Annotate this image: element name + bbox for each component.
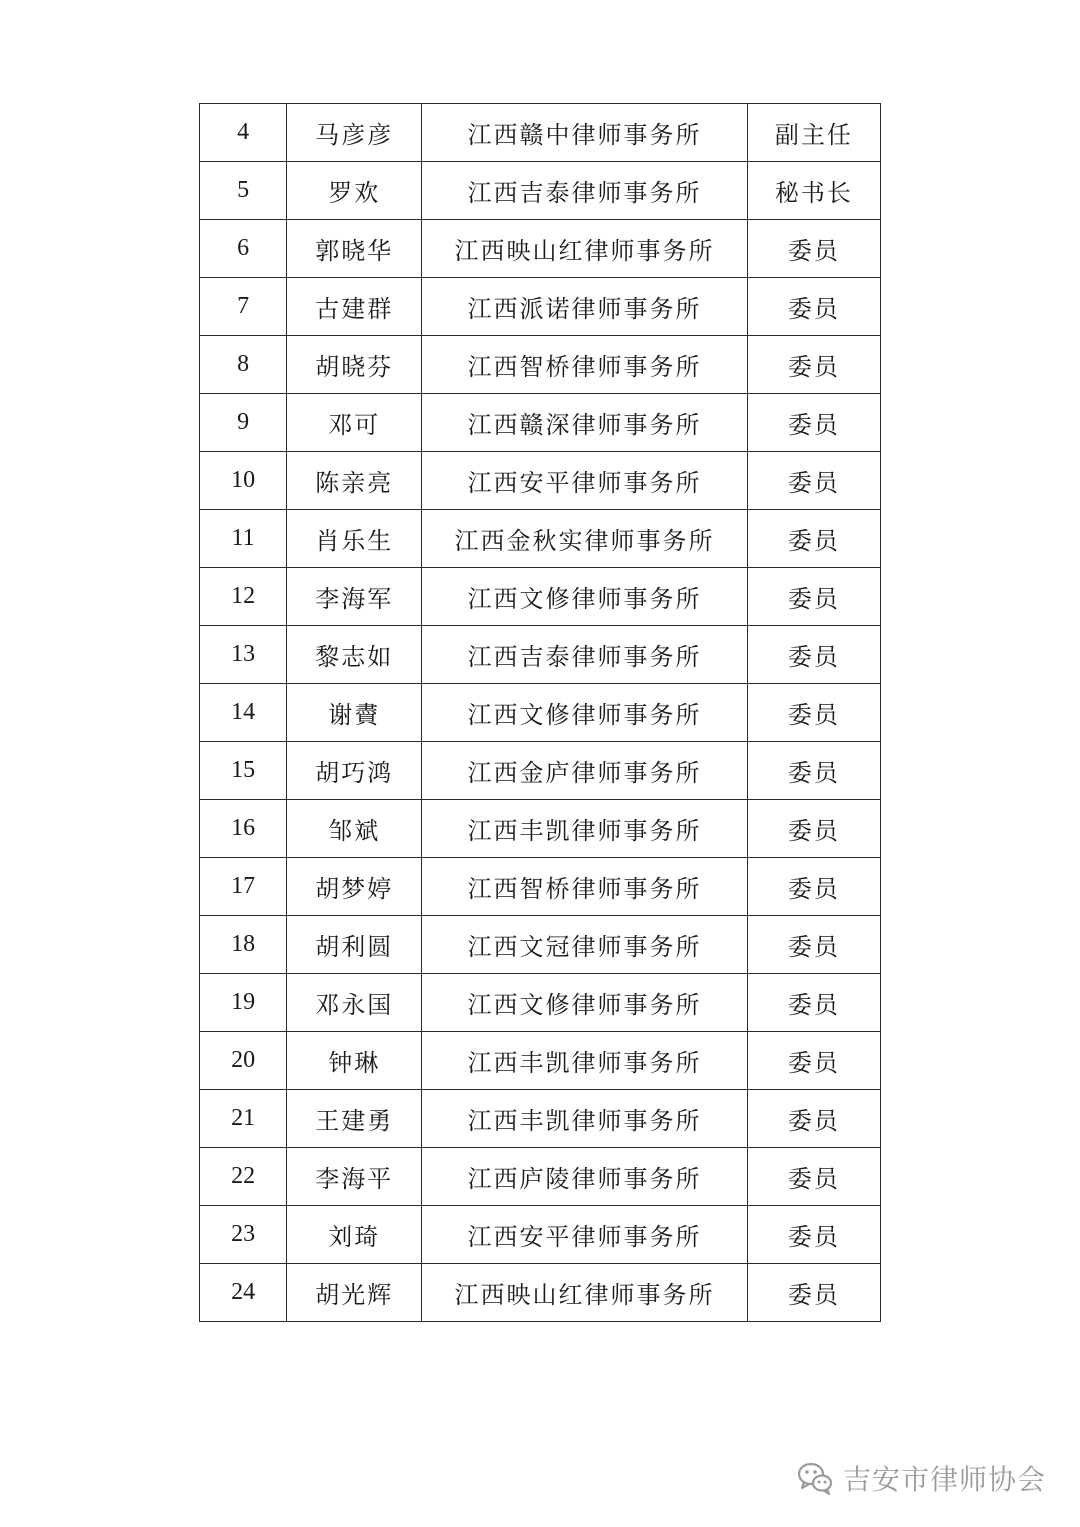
position-cell: 委员 <box>747 684 880 742</box>
row-number-cell: 9 <box>200 394 287 452</box>
position-cell: 委员 <box>747 974 880 1032</box>
member-name-cell: 古建群 <box>287 278 422 336</box>
position-cell: 委员 <box>747 626 880 684</box>
row-number-cell: 12 <box>200 568 287 626</box>
member-name-cell: 李海军 <box>287 568 422 626</box>
member-name-cell: 钟琳 <box>287 1032 422 1090</box>
row-number-cell: 21 <box>200 1090 287 1148</box>
watermark-text: 吉安市律师协会 <box>842 1463 1046 1496</box>
position-cell: 委员 <box>747 1090 880 1148</box>
position-cell: 委员 <box>747 278 880 336</box>
account-watermark <box>795 1456 1046 1500</box>
table-row <box>200 684 881 742</box>
position-cell: 委员 <box>747 1148 880 1206</box>
position-cell: 副主任 <box>747 104 880 162</box>
position-cell: 委员 <box>747 1032 880 1090</box>
position-cell: 委员 <box>747 394 880 452</box>
law-firm-cell: 江西文修律师事务所 <box>422 684 747 742</box>
law-firm-cell: 江西安平律师事务所 <box>422 452 747 510</box>
table-row <box>200 974 881 1032</box>
position-cell: 委员 <box>747 510 880 568</box>
law-firm-cell: 江西赣深律师事务所 <box>422 394 747 452</box>
member-name-cell: 邓可 <box>287 394 422 452</box>
table-row <box>200 394 881 452</box>
table-row <box>200 220 881 278</box>
law-firm-cell: 江西文修律师事务所 <box>422 568 747 626</box>
table-row <box>200 626 881 684</box>
position-cell: 委员 <box>747 336 880 394</box>
position-cell: 委员 <box>747 858 880 916</box>
law-firm-cell: 江西文修律师事务所 <box>422 974 747 1032</box>
position-cell: 委员 <box>747 220 880 278</box>
table-row <box>200 1032 881 1090</box>
table-row <box>200 336 881 394</box>
row-number-cell: 20 <box>200 1032 287 1090</box>
member-name-cell: 郭晓华 <box>287 220 422 278</box>
law-firm-cell: 江西文冠律师事务所 <box>422 916 747 974</box>
row-number-cell: 23 <box>200 1206 287 1264</box>
member-name-cell: 邓永国 <box>287 974 422 1032</box>
law-firm-cell: 江西金庐律师事务所 <box>422 742 747 800</box>
member-name-cell: 谢賮 <box>287 684 422 742</box>
table-row <box>200 568 881 626</box>
position-cell: 委员 <box>747 1264 880 1322</box>
row-number-cell: 10 <box>200 452 287 510</box>
member-name-cell: 马彦彦 <box>287 104 422 162</box>
member-table-body <box>200 104 881 1322</box>
row-number-cell: 17 <box>200 858 287 916</box>
row-number-cell: 14 <box>200 684 287 742</box>
table-row <box>200 858 881 916</box>
position-cell: 委员 <box>747 916 880 974</box>
member-name-cell: 胡梦婷 <box>287 858 422 916</box>
member-name-cell: 肖乐生 <box>287 510 422 568</box>
row-number-cell: 16 <box>200 800 287 858</box>
position-cell: 委员 <box>747 568 880 626</box>
row-number-cell: 15 <box>200 742 287 800</box>
row-number-cell: 13 <box>200 626 287 684</box>
member-table <box>199 103 881 1322</box>
member-name-cell: 李海平 <box>287 1148 422 1206</box>
table-row <box>200 1148 881 1206</box>
row-number-cell: 5 <box>200 162 287 220</box>
table-row <box>200 916 881 974</box>
law-firm-cell: 江西赣中律师事务所 <box>422 104 747 162</box>
law-firm-cell: 江西丰凯律师事务所 <box>422 1090 747 1148</box>
row-number-cell: 11 <box>200 510 287 568</box>
member-name-cell: 罗欢 <box>287 162 422 220</box>
law-firm-cell: 江西智桥律师事务所 <box>422 336 747 394</box>
table-row <box>200 1264 881 1322</box>
row-number-cell: 6 <box>200 220 287 278</box>
position-cell: 秘书长 <box>747 162 880 220</box>
law-firm-cell: 江西智桥律师事务所 <box>422 858 747 916</box>
member-name-cell: 胡巧鸿 <box>287 742 422 800</box>
member-name-cell: 胡光辉 <box>287 1264 422 1322</box>
row-number-cell: 24 <box>200 1264 287 1322</box>
table-row <box>200 278 881 336</box>
member-name-cell: 刘琦 <box>287 1206 422 1264</box>
position-cell: 委员 <box>747 1206 880 1264</box>
member-name-cell: 胡晓芬 <box>287 336 422 394</box>
law-firm-cell: 江西吉泰律师事务所 <box>422 162 747 220</box>
member-name-cell: 陈亲亮 <box>287 452 422 510</box>
wechat-icon <box>795 1458 835 1498</box>
law-firm-cell: 江西庐陵律师事务所 <box>422 1148 747 1206</box>
member-name-cell: 王建勇 <box>287 1090 422 1148</box>
member-name-cell: 黎志如 <box>287 626 422 684</box>
table-row <box>200 510 881 568</box>
member-name-cell: 邹斌 <box>287 800 422 858</box>
law-firm-cell: 江西映山红律师事务所 <box>422 1264 747 1322</box>
table-row <box>200 800 881 858</box>
row-number-cell: 8 <box>200 336 287 394</box>
law-firm-cell: 江西吉泰律师事务所 <box>422 626 747 684</box>
position-cell: 委员 <box>747 742 880 800</box>
row-number-cell: 4 <box>200 104 287 162</box>
law-firm-cell: 江西派诺律师事务所 <box>422 278 747 336</box>
position-cell: 委员 <box>747 452 880 510</box>
row-number-cell: 18 <box>200 916 287 974</box>
table-row <box>200 104 881 162</box>
table-row <box>200 162 881 220</box>
position-cell: 委员 <box>747 800 880 858</box>
table-row <box>200 1090 881 1148</box>
member-name-cell: 胡利圆 <box>287 916 422 974</box>
row-number-cell: 19 <box>200 974 287 1032</box>
row-number-cell: 7 <box>200 278 287 336</box>
law-firm-cell: 江西丰凯律师事务所 <box>422 800 747 858</box>
table-row <box>200 452 881 510</box>
table-row <box>200 1206 881 1264</box>
law-firm-cell: 江西丰凯律师事务所 <box>422 1032 747 1090</box>
table-row <box>200 742 881 800</box>
row-number-cell: 22 <box>200 1148 287 1206</box>
law-firm-cell: 江西安平律师事务所 <box>422 1206 747 1264</box>
law-firm-cell: 江西映山红律师事务所 <box>422 220 747 278</box>
law-firm-cell: 江西金秋实律师事务所 <box>422 510 747 568</box>
